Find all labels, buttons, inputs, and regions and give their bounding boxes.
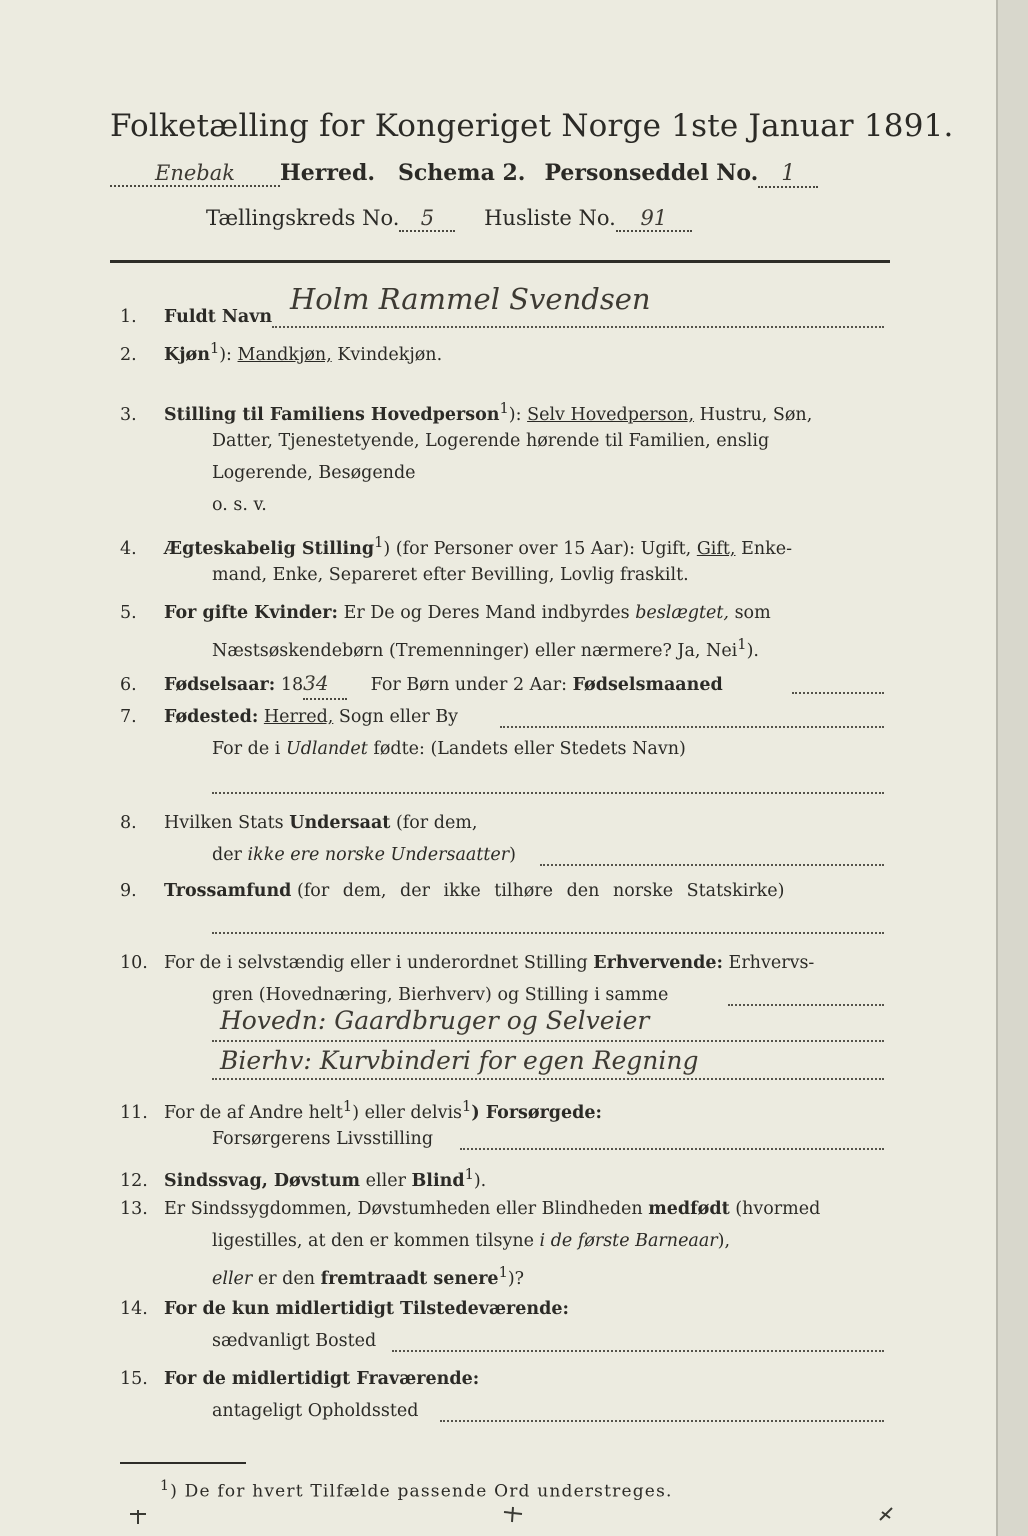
item-4-tail: Enke- bbox=[741, 538, 792, 559]
footnote-ref: 1 bbox=[209, 340, 220, 357]
item-2-label: Kjøn bbox=[164, 344, 210, 365]
item-3-colon: ): bbox=[508, 404, 522, 425]
item-5-label: For gifte Kvinder: bbox=[164, 603, 338, 623]
header-rule bbox=[110, 260, 890, 263]
item-12-tail: ). bbox=[473, 1170, 487, 1191]
item-number: 4. bbox=[120, 538, 137, 559]
item-13 bbox=[120, 1194, 820, 1224]
personseddel-label: Personseddel No. bbox=[544, 160, 759, 186]
item-number: 3. bbox=[120, 404, 137, 425]
item-5-text: Er De og Deres Mand indbyrdes bbox=[343, 603, 630, 623]
item-3 bbox=[120, 394, 812, 430]
item-13-line-2-text: ligestilles, at den er kommen tilsyne bbox=[212, 1231, 534, 1251]
herred-line bbox=[110, 160, 818, 188]
item-14 bbox=[120, 1294, 569, 1324]
item-8-line-2-tail: ) bbox=[509, 845, 516, 865]
item-number: 12. bbox=[120, 1170, 148, 1191]
footnote-ref: 1 bbox=[499, 400, 509, 417]
footnote-ref: 1 bbox=[737, 636, 747, 653]
schema-label: Schema 2. bbox=[398, 160, 526, 186]
item-2 bbox=[120, 334, 442, 370]
item-14-dotline bbox=[392, 1350, 884, 1352]
item-10-dotline-3 bbox=[212, 1078, 884, 1080]
footnote-ref: 1 bbox=[498, 1264, 508, 1281]
item-4 bbox=[120, 528, 792, 564]
item-3-options: Hustru, Søn, bbox=[699, 404, 813, 425]
item-10-answer-2: Bierhv: Kurvbinderi for egen Regning bbox=[220, 1046, 699, 1075]
item-2-option: Kvindekjøn. bbox=[337, 344, 443, 365]
item-10 bbox=[120, 948, 814, 978]
pin-mark-right-icon bbox=[876, 1504, 896, 1524]
item-number: 9. bbox=[120, 881, 137, 901]
husliste-value: 91 bbox=[616, 206, 692, 232]
item-10-bold: Erhvervende: bbox=[593, 953, 723, 973]
item-11-bold: ) Forsørgede: bbox=[471, 1102, 603, 1123]
item-10-tail: Erhvervs- bbox=[728, 953, 815, 973]
item-13-tail: (hvormed bbox=[735, 1199, 821, 1219]
item-5-line-2-tail: ). bbox=[746, 640, 759, 661]
pin-mark-center-icon bbox=[502, 1504, 524, 1524]
item-5-line-2-text: Næstsøskendebørn (Tremenninger) eller nærmere? Ja, Nei bbox=[212, 640, 738, 661]
item-7-line-2-rest: fødte: (Landets eller Stedets Navn) bbox=[373, 739, 686, 759]
item-7-line-2 bbox=[212, 734, 686, 764]
form-title: Folketælling for Kongeriget Norge 1ste Januar 1891. bbox=[110, 108, 954, 144]
item-13-text: Er Sindssygdommen, Døvstumheden eller Blindheden bbox=[164, 1199, 643, 1219]
item-3-line-4: o. s. v. bbox=[212, 495, 267, 515]
item-8-bold: Undersaat bbox=[289, 813, 391, 833]
item-5-italic: beslægtet, bbox=[635, 603, 729, 623]
item-11-text: For de af Andre helt bbox=[164, 1102, 343, 1123]
kreds-line bbox=[206, 206, 692, 232]
item-13-bold-2: fremtraadt senere bbox=[320, 1268, 499, 1289]
footnote-ref: 1 bbox=[464, 1166, 474, 1183]
item-14-bold: For de kun midlertidigt Tilstedeværende: bbox=[164, 1299, 569, 1319]
item-12-bold-2: Blind bbox=[411, 1170, 465, 1191]
husliste-label: Husliste No. bbox=[484, 206, 616, 230]
page-edge bbox=[996, 0, 1028, 1536]
item-3-line-2: Datter, Tjenestetyende, Logerende hørende til Familien, enslig bbox=[212, 431, 770, 451]
item-number: 13. bbox=[120, 1199, 148, 1219]
item-13-line-3 bbox=[212, 1258, 524, 1294]
item-13-line-3-tail: )? bbox=[507, 1268, 525, 1289]
item-7 bbox=[120, 702, 458, 732]
item-8-line-2-pre: der bbox=[212, 845, 242, 865]
item-1-label: Fuldt Navn bbox=[164, 307, 273, 327]
item-number: 7. bbox=[120, 707, 137, 727]
item-13-line-2 bbox=[212, 1226, 730, 1256]
kreds-label: Tællingskreds No. bbox=[206, 206, 400, 230]
item-number: 14. bbox=[120, 1299, 148, 1319]
item-11-dotline bbox=[460, 1148, 884, 1150]
item-4-line-2: mand, Enke, Separeret efter Bevilling, Lovlig fraskilt. bbox=[212, 565, 689, 585]
item-7-label: Fødested: bbox=[164, 707, 259, 727]
item-6-label: Fødselsaar: bbox=[164, 675, 276, 695]
item-15-line-2: antageligt Opholdssted bbox=[212, 1401, 419, 1421]
item-10-dotline-1 bbox=[728, 1004, 884, 1006]
footnote-text: ) De for hvert Tilfælde passende Ord understreges. bbox=[170, 1481, 673, 1502]
item-number: 8. bbox=[120, 813, 137, 833]
item-15 bbox=[120, 1364, 479, 1394]
item-6-answer: 34 bbox=[303, 668, 347, 700]
item-12-text: eller bbox=[365, 1170, 406, 1191]
item-3-label: Stilling til Familiens Hovedperson bbox=[164, 404, 500, 425]
item-10-line-2: gren (Hovednæring, Bierhverv) og Stilling i samme bbox=[212, 985, 669, 1005]
item-13-italic: i de første Barneaar bbox=[539, 1231, 718, 1251]
item-7-answer-dotline bbox=[212, 792, 884, 794]
item-number: 11. bbox=[120, 1102, 148, 1123]
item-11 bbox=[120, 1092, 602, 1128]
item-9-text: (for dem, der ikke tilhøre den norske Statskirke) bbox=[297, 881, 785, 901]
item-6-year-prefix: 18 bbox=[280, 675, 304, 695]
item-15-bold: For de midlertidigt Fraværende: bbox=[164, 1369, 480, 1389]
item-3-selected-option: Selv Hovedperson, bbox=[527, 404, 695, 425]
herred-value: Enebak bbox=[110, 161, 280, 187]
item-2-selected-option: Mandkjøn, bbox=[237, 344, 332, 365]
item-4-selected-option: Gift, bbox=[696, 538, 736, 559]
item-number: 5. bbox=[120, 603, 137, 623]
herred-label: Herred. bbox=[280, 160, 376, 186]
pin-mark-left-icon bbox=[128, 1506, 148, 1526]
item-1-answer: Holm Rammel Svendsen bbox=[290, 282, 651, 316]
item-7-italic: Udlandet bbox=[285, 739, 368, 759]
item-5-tail: som bbox=[734, 603, 771, 623]
item-7-selected-option: Herred, bbox=[263, 707, 334, 727]
footnote bbox=[160, 1478, 673, 1502]
item-13-line-2-tail: ), bbox=[717, 1231, 731, 1251]
item-8-pre: Hvilken Stats bbox=[164, 813, 284, 833]
item-3-line-3: Logerende, Besøgende bbox=[212, 463, 416, 483]
item-8-rest: (for dem, bbox=[395, 813, 478, 833]
item-5-line-2 bbox=[212, 630, 759, 666]
item-10-dotline-2 bbox=[212, 1040, 884, 1042]
item-number: 2. bbox=[120, 344, 137, 365]
item-6-bold: Fødselsmaaned bbox=[572, 675, 723, 695]
item-8-dotline bbox=[540, 864, 884, 866]
item-6-dotline bbox=[792, 692, 884, 694]
item-11-line-2: Forsørgerens Livsstilling bbox=[212, 1129, 434, 1149]
item-10-text: For de i selvstændig eller i underordnet Stilling bbox=[164, 953, 588, 973]
item-1 bbox=[120, 302, 272, 332]
item-7-text: Sogn eller By bbox=[338, 707, 459, 727]
footnote-rule bbox=[120, 1462, 246, 1464]
item-number: 15. bbox=[120, 1369, 148, 1389]
item-7-line-2-pre: For de i bbox=[212, 739, 281, 759]
item-4-text: ) (for Personer over 15 Aar): Ugift, bbox=[383, 538, 692, 559]
footnote-ref: 1 bbox=[160, 1478, 171, 1494]
item-11-mid: ) eller delvis bbox=[352, 1102, 463, 1123]
item-13-line-3-mid: er den bbox=[257, 1268, 315, 1289]
item-8 bbox=[120, 808, 477, 838]
item-14-line-2: sædvanligt Bosted bbox=[212, 1331, 377, 1351]
footnote-ref: 1 bbox=[462, 1098, 472, 1115]
item-number: 6. bbox=[120, 675, 137, 695]
item-7-dotline bbox=[500, 726, 884, 728]
item-6-text: For Børn under 2 Aar: bbox=[370, 675, 567, 695]
footnote-ref: 1 bbox=[374, 534, 384, 551]
item-6 bbox=[120, 668, 723, 700]
item-9-label: Trossamfund bbox=[164, 881, 292, 901]
item-5 bbox=[120, 598, 771, 628]
item-8-italic: ikke ere norske Undersaatter bbox=[247, 845, 510, 865]
footnote-ref: 1 bbox=[342, 1098, 353, 1115]
item-number: 1. bbox=[120, 307, 137, 327]
item-12 bbox=[120, 1160, 486, 1196]
item-10-answer-1: Hovedn: Gaardbruger og Selveier bbox=[220, 1006, 650, 1035]
kreds-value: 5 bbox=[399, 206, 455, 232]
personseddel-value: 1 bbox=[758, 161, 818, 188]
item-15-dotline bbox=[440, 1420, 884, 1422]
item-1-dotline bbox=[272, 326, 884, 328]
item-13-italic-2: eller bbox=[212, 1268, 253, 1289]
item-12-bold: Sindssvag, Døvstum bbox=[164, 1170, 361, 1191]
item-13-bold: medfødt bbox=[648, 1199, 730, 1219]
item-4-label: Ægteskabelig Stilling bbox=[164, 538, 375, 559]
item-9-dotline bbox=[212, 932, 884, 934]
item-8-line-2 bbox=[212, 840, 516, 870]
item-number: 10. bbox=[120, 953, 148, 973]
item-2-colon: ): bbox=[219, 344, 232, 365]
item-9 bbox=[120, 876, 784, 906]
